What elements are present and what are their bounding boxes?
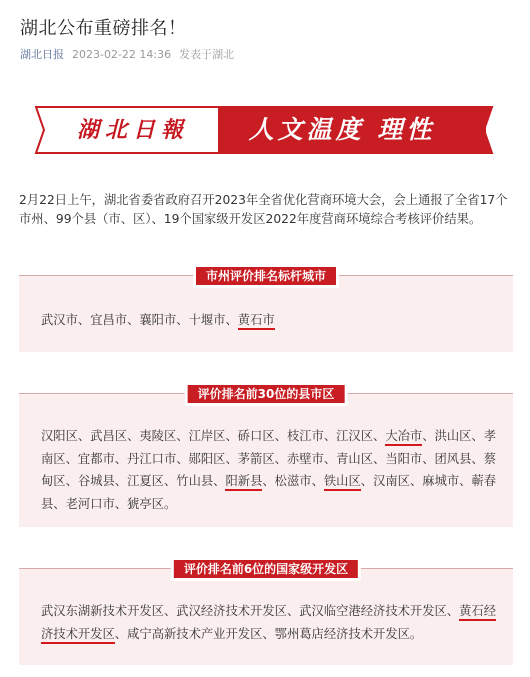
highlighted-place: 阳新县 bbox=[225, 474, 262, 491]
intro-paragraph: 2月22日上午，湖北省委省政府召开2023年全省优化营商环境大会，会上通报了全省17个市州、99个县（市、区）、19个国家级开发区2022年度营商环境综合考核评价结果。 bbox=[19, 193, 508, 226]
article-title: 湖北公布重磅排名！ bbox=[20, 18, 187, 39]
source-link[interactable]: 湖北日报 bbox=[20, 48, 64, 61]
highlighted-place: 黄石经济技术开发区 bbox=[41, 604, 496, 644]
section-heading: 评价排名前30位的县市区 bbox=[188, 385, 345, 403]
section-body bbox=[41, 425, 497, 515]
section-top30-counties bbox=[19, 387, 513, 527]
section-heading: 市州评价排名标杆城市 bbox=[196, 267, 336, 285]
newspaper-logo: 湖北日報 bbox=[76, 117, 189, 143]
article-meta bbox=[20, 46, 234, 62]
section-city-benchmark bbox=[19, 269, 513, 352]
banner-slogan: 人文温度 理性 bbox=[248, 115, 436, 144]
section-top6-dev-zones bbox=[19, 562, 513, 665]
place-list-text: 武汉东湖新技术开发区、武汉经济技术开发区、武汉临空港经济技术开发区、 bbox=[41, 604, 460, 618]
highlighted-place: 黄石市 bbox=[238, 313, 275, 330]
header-banner bbox=[30, 103, 498, 157]
highlighted-place: 大冶市 bbox=[385, 429, 422, 446]
place-list-text: 汉阳区、武昌区、夷陵区、江岸区、硚口区、枝江市、江汉区、 bbox=[41, 429, 386, 443]
highlighted-place: 铁山区 bbox=[324, 474, 361, 491]
place-list-text: 、汉南区、麻城市、蕲春县、老河口市、猇亭区。 bbox=[41, 474, 497, 511]
place-list-text: 、洪山区、孝南区、宜都市、丹江口市、郧阳区、茅箭区、赤壁市、青山区、当阳市、团风县、蔡甸区、谷城县、江夏区、竹山县、 bbox=[41, 429, 497, 488]
section-body bbox=[41, 309, 497, 332]
publish-time: 2023-02-22 14:36 bbox=[72, 48, 172, 61]
place-list-text: 、松滋市、 bbox=[262, 474, 324, 488]
publish-location: 发表于湖北 bbox=[179, 48, 235, 61]
section-heading: 评价排名前6位的国家级开发区 bbox=[174, 560, 358, 578]
section-body bbox=[41, 600, 497, 645]
place-list-text: 武汉市、宜昌市、襄阳市、十堰市、 bbox=[41, 313, 238, 327]
place-list-text: 、咸宁高新技术产业开发区、鄂州葛店经济技术开发区。 bbox=[114, 626, 423, 641]
